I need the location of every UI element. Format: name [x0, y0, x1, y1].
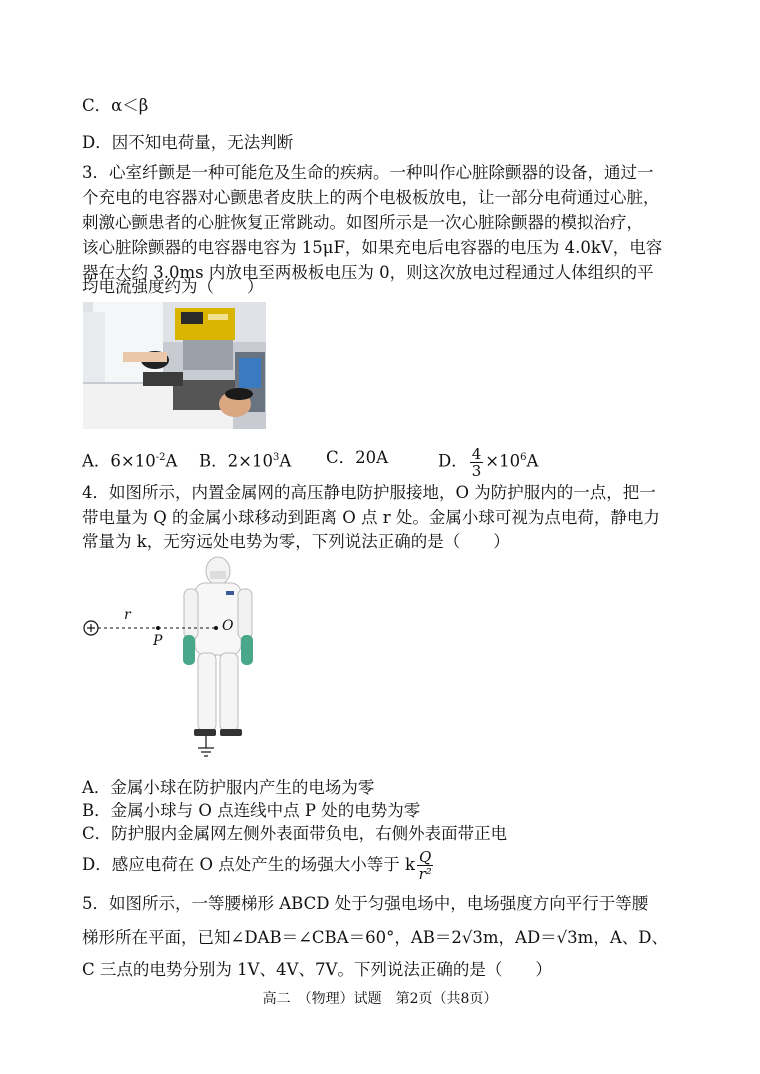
label-o: O: [222, 618, 234, 634]
protective-suit-icon: [183, 557, 253, 736]
q3-option-c: C．20A: [326, 448, 389, 467]
q3-line-2: 个充电的电容器对心颤患者皮肤上的两个电极板放电，让一部分电荷通过心脏，: [82, 188, 660, 207]
fraction-q-over-r2: $\frac{Q}{\text{r²}}$: [418, 848, 432, 883]
q4-option-b: B．金属小球与 O 点连线中点 P 处的电势为零: [82, 801, 421, 820]
q3-line-5: 器在大约 3.0ms 内放电至两极板电压为 0，则这次放电过程通过人体组织的平: [82, 263, 654, 282]
q3-option-d: D． $\frac{4}{3}$ $\times 10^6A$: [438, 444, 539, 480]
q4-line-2: 带电量为 Q 的金属小球移动到距离 O 点 r 处。金属小球可视为点电荷，静电力: [82, 508, 660, 527]
q3-option-b: B．$2\times 10^3A$: [199, 451, 292, 471]
prev-option-d: D．因不知电荷量，无法判断: [82, 133, 294, 152]
q5-line-2: 梯形所在平面，已知∠DAB＝∠CBA＝60°，AB＝2√3m，AD＝√3m，A、D、: [82, 928, 668, 947]
page-footer: 高二 （物理）试题 第2页（共8页）: [262, 991, 498, 1007]
q3-line-4: 该心脏除颤器的电容器电容为 15μF，如果充电后电容器的电压为 4.0kV，电容: [82, 238, 663, 257]
q5-line-3: C 三点的电势分别为 1V、4V、7V。下列说法正确的是（ ）: [82, 960, 552, 979]
q3-option-a: A．$6\times 10^{-2}A$: [82, 451, 178, 471]
q4-option-c: C．防护服内金属网左侧外表面带负电，右侧外表面带正电: [82, 824, 508, 843]
q4-line-3: 常量为 k，无穷远处电势为零，下列说法正确的是（ ）: [82, 532, 510, 551]
q3-line-1: 3．心室纤颤是一种可能危及生命的疾病。一种叫作心脏除颤器的设备，通过一: [82, 163, 654, 182]
q4-option-a: A．金属小球在防护服内产生的电场为零: [82, 778, 375, 797]
q4-line-1: 4．如图所示，内置金属网的高压静电防护服接地，O 为防护服内的一点，把一: [82, 483, 656, 502]
label-p: P: [153, 633, 163, 649]
protective-suit-figure: [80, 553, 280, 768]
q4-option-d: D．感应电荷在 O 点处产生的场强大小等于 k $\frac{Q}{\text{r²}}$: [82, 848, 432, 883]
q3-line-3: 刺激心颤患者的心脏恢复正常跳动。如图所示是一次心脏除颤器的模拟治疗，: [82, 213, 643, 232]
q3-line-6: 均电流强度约为（ ）: [82, 277, 264, 296]
label-r: r: [124, 607, 131, 623]
defibrillator-photo: [83, 302, 266, 429]
prev-option-c: C．α＜β: [82, 96, 149, 115]
q5-line-1: 5．如图所示，一等腰梯形 ABCD 处于匀强电场中，电场强度方向平行于等腰: [82, 894, 649, 913]
fraction-4-over-3: $\frac{4}{3}$: [471, 444, 482, 480]
